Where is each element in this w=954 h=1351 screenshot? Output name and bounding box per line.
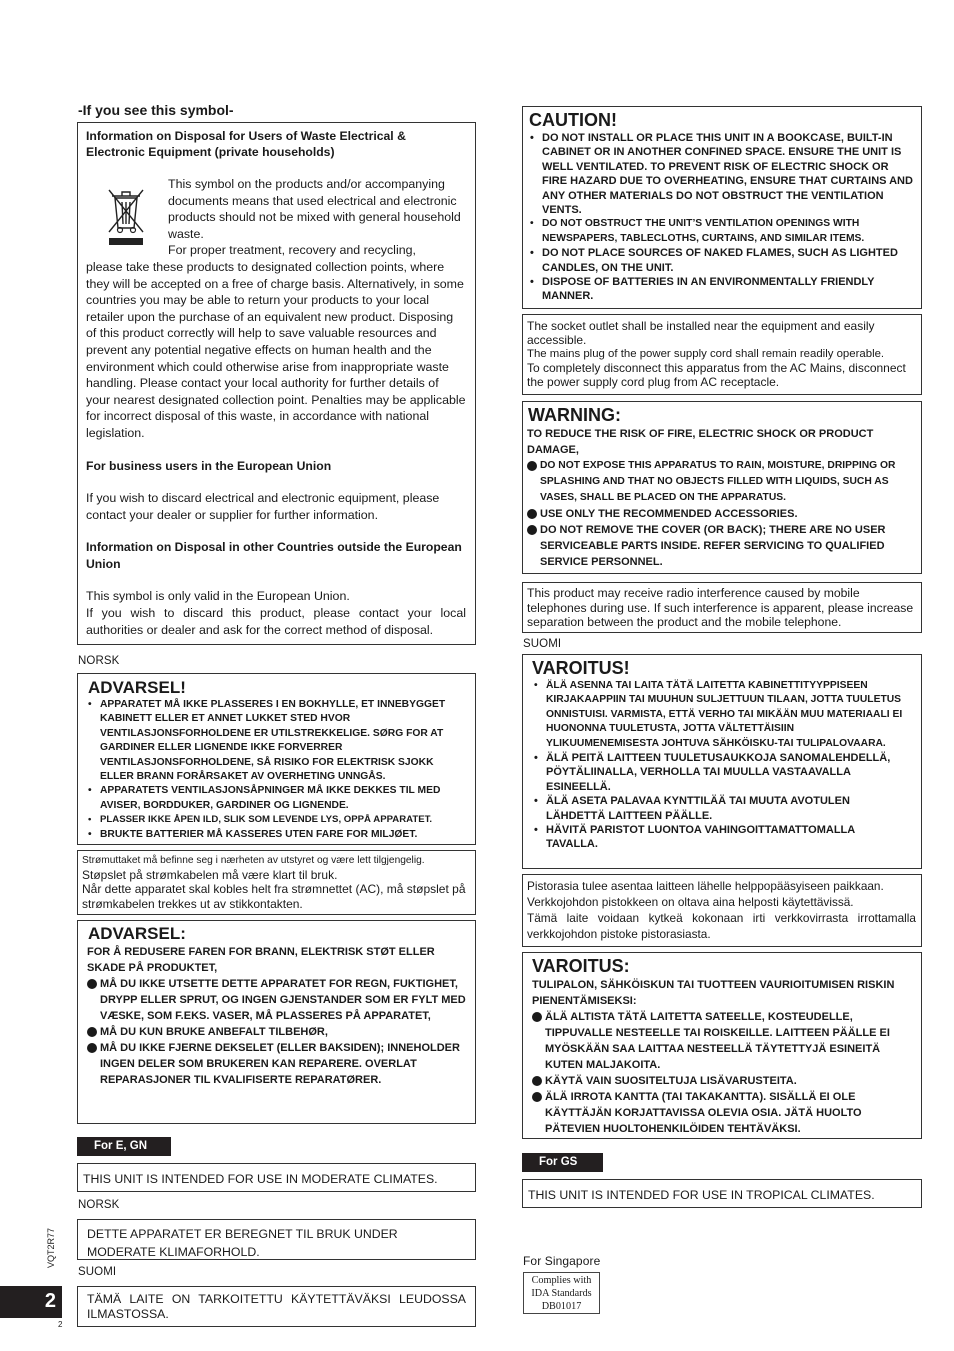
varoitus-warning-title: VAROITUS: <box>532 956 630 976</box>
suomi-socket-line-3: Tämä laite voidaan kytkeä kokonaan irti verkkovirrasta irrottamalla verkkojohdon pistoke pistorasiasta. <box>527 911 916 941</box>
ida-line-1: Complies with <box>531 1275 592 1286</box>
norsk-socket-line-3: Når dette apparatet skal kobles helt fra strømnettet (AC), må støpslet på strømkabelen trekkes ut av stikkontakten. <box>82 882 466 911</box>
advarsel-caution-item: • APPARATET MÅ IKKE PLASSERES I EN BOKHYLLE, ET INNEBYGGET KABINETT ELLER ET ANNET LUKKET STED HVOR VENTILASJONSFORHOLDENE ER UTILSTREKKELIGE. SØRG FOR AT GARDINER ELLER LIGNENDE IKKE FORVERRER VENTILASJONSFORHOLDENE, SÅ RISIKO FOR ELEKTRISK SJOKK ELLER BRANN FORÅRSAKET AV OVERHETING UNNGÅS. <box>88 699 446 783</box>
warning-item: DO NOT REMOVE THE COVER (OR BACK); THERE ARE NO USER SERVICEABLE PARTS INSIDE. REFER SERVICING TO QUALIFIED SERVICE PERSONNEL. <box>527 522 915 570</box>
suomi-socket-box <box>522 874 922 947</box>
advarsel-warning-box <box>77 920 476 1124</box>
warning-intro: TO REDUCE THE RISK OF FIRE, ELECTRIC SHOCK OR PRODUCT DAMAGE, <box>527 428 874 456</box>
norsk-climate-text: DETTE APPARATET ER BEREGNET TIL BRUK UNDER MODERATE KLIMAFORHOLD. <box>87 1227 398 1259</box>
caution-box <box>522 106 922 309</box>
warning-item: USE ONLY THE RECOMMENDED ACCESSORIES. <box>527 506 915 522</box>
outside-title: Information on Disposal in other Countries outside the European Union <box>86 540 462 571</box>
business-title: For business users in the European Union <box>86 458 332 473</box>
suomi-socket-line-2: Verkkojohdon pistokkeen on oltava aina helposti käytettävissä. <box>527 895 854 909</box>
varoitus-warning-intro: TULIPALON, SÄHKÖISKUN TAI TUOTTEEN VAURIOITUMISEN RISKIN PIENENTÄMISEKSI: <box>532 979 895 1007</box>
norsk-label: NORSK <box>78 655 120 667</box>
crossed-bin-icon <box>106 184 146 246</box>
socket-line-1: The socket outlet shall be installed near the equipment and easily accessible. <box>527 319 875 347</box>
for-gs-tag: For GS <box>522 1153 603 1172</box>
warning-title: WARNING: <box>528 405 621 425</box>
advarsel-warning-item: MÅ DU KUN BRUKE ANBEFALT TILBEHØR, <box>87 1024 467 1040</box>
advarsel-caution-title: ADVARSEL! <box>88 678 186 697</box>
advarsel-caution-item: • PLASSER IKKE ÅPEN ILD, SLIK SOM LEVENDE LYS, OPPÅ APPARATET. <box>88 814 433 826</box>
ida-standards-stamp <box>523 1272 600 1314</box>
norsk-socket-line-2: Støpslet på strømkabelen må være klart til bruk. <box>82 868 338 882</box>
socket-box <box>522 314 922 395</box>
ida-line-3: DB01017 <box>541 1301 582 1312</box>
disposal-title: Information on Disposal for Users of Waste Electrical & Electronic Equipment (private households) <box>86 129 406 159</box>
suomi-climate-text: TÄMÄ LAITE ON TARKOITETTU KÄYTETTÄVÄKSI LEUDOSSA ILMASTOSSA. <box>87 1292 466 1321</box>
advarsel-caution-item: • BRUKTE BATTERIER MÅ KASSERES UTEN FARE FOR MILJØET. <box>88 828 418 840</box>
page-number: 2 <box>44 1290 56 1312</box>
varoitus-warning-box <box>522 952 922 1139</box>
advarsel-caution-box <box>77 673 476 845</box>
page-number-small: 2 <box>58 1320 63 1329</box>
disposal-para-1a: This symbol on the products and/or accompanying documents means that used electrical and electronic products should not be mixed with general household waste. <box>168 177 461 241</box>
model-code: VQT2R77 <box>46 1227 56 1268</box>
advarsel-warning-item: MÅ DU IKKE UTSETTE DETTE APPARATET FOR REGN, FUKTIGHET, DRYPP ELLER SPRUT, OG INGEN GJENSTANDER SOM ER FYLT MED VÆSKE, SOM F.EKS. VASER, MÅ PLASSERES PÅ APPARATET, <box>87 976 467 1024</box>
suomi-label-2: SUOMI <box>78 1266 117 1278</box>
advarsel-warning-item: MÅ DU IKKE FJERNE DEKSELET (ELLER BAKSIDEN); INNEHOLDER INGEN DELER SOM BRUKEREN KAN REPARERE. OVERLAT REPARASJONER TIL KVALIFISERTE REPARATØRER. <box>87 1040 467 1088</box>
norsk-climate-box <box>77 1219 476 1260</box>
warning-item: DO NOT EXPOSE THIS APPARATUS TO RAIN, MOISTURE, DRIPPING OR SPLASHING AND THAT NO OBJECTS FILLED WITH LIQUIDS, SUCH AS VASES, SHALL BE PLACED ON THE APPARATUS. <box>527 458 915 506</box>
varoitus-caution-item: • ÄLÄ ASETA PALAVAA KYNTTILÄÄ TAI MUUTA AVOTULEN LÄHDETTÄ LAITTEEN PÄÄLLE. <box>534 795 850 822</box>
singapore-label: For Singapore <box>523 1254 601 1268</box>
varoitus-caution-item: • HÄVITÄ PARISTOT LUONTOA VAHINGOITTAMATTOMALLA TAVALLA. <box>534 824 855 851</box>
warning-box <box>522 401 922 574</box>
advarsel-warning-intro: FOR Å REDUSERE FAREN FOR BRANN, ELEKTRISK STØT ELLER SKADE PÅ PRODUKTET, <box>87 946 435 974</box>
radio-interference-box <box>522 582 922 633</box>
caution-item: • DO NOT PLACE SOURCES OF NAKED FLAMES, SUCH AS LIGHTED CANDLES, ON THE UNIT. <box>530 247 898 274</box>
ida-line-2: IDA Standards <box>531 1288 592 1299</box>
varoitus-caution-box <box>522 654 922 869</box>
disposal-info-box <box>77 122 476 645</box>
business-text: If you wish to discard electrical and electronic equipment, please contact your dealer or supplier for further information. <box>86 491 440 522</box>
varoitus-warning-item: KÄYTÄ VAIN SUOSITELTUJA LISÄVARUSTEITA. <box>532 1073 913 1089</box>
suomi-climate-box <box>77 1286 476 1327</box>
disposal-para-1b: For proper treatment, recovery and recycling, <box>168 243 416 258</box>
for-e-gn-tag: For E, GN <box>77 1137 171 1156</box>
advarsel-caution-item: • APPARATETS VENTILASJONSÅPNINGER MÅ IKKE DEKKES TIL MED AVISER, BORDDUKER, GARDINER OG LIGNENDE. <box>88 785 441 811</box>
caution-item: • DO NOT OBSTRUCT THE UNIT’S VENTILATION OPENINGS WITH NEWSPAPERS, TABLECLOTHS, CURTAINS, AND SIMILAR ITEMS. <box>530 218 865 244</box>
caution-item: • DISPOSE OF BATTERIES IN AN ENVIRONMENTALLY FRIENDLY MANNER. <box>530 276 875 303</box>
varoitus-caution-item: • ÄLÄ ASENNA TAI LAITA TÄTÄ LAITETTA KABINETTITYYPPISEEN KIRJAKAAPPIIN TAI MUUHUN SULJETTUUN TILAAN, JOTTA TUULETUS ONNISTUISI. VARMISTA, ETTÄ VERHO TAI MIKÄÄN MUU MATERIAALI EI HUONONNA TUULETUSTA, JOTTA VÄLTETTÄISIIN YLIKUUMENEMISESTA JOHTUVA SÄHKÖISKU-TAI TULIPALOVAARA. <box>534 680 903 749</box>
moderate-climate-text: THIS UNIT IS INTENDED FOR USE IN MODERATE CLIMATES. <box>83 1172 438 1186</box>
outside-text-2: If you wish to discard this product, please contact your local authorities or dealer and ask for the correct method of disposal. <box>86 606 466 637</box>
advarsel-warning-title: ADVARSEL: <box>88 924 186 943</box>
tropical-climate-box <box>522 1179 922 1208</box>
socket-line-3: To completely disconnect this apparatus from the AC Mains, disconnect the power supply cord plug from AC receptacle. <box>527 361 906 389</box>
varoitus-caution-item: • ÄLÄ PEITÄ LAITTEEN TUULETUSAUKKOJA SANOMALEHDELLÄ, PÖYTÄLIINALLA, VERHOLLA TAI MUULLA VASTAAVALLA ESINEELLÄ. <box>534 752 891 793</box>
tropical-climate-text: THIS UNIT IS INTENDED FOR USE IN TROPICAL CLIMATES. <box>528 1188 875 1202</box>
disposal-para-1c: please take these products to designated collection points, where they will be accepted on a free of charge basis. Alternatively, in some countries you may be able to return your products to your local retailer upon the purchase of an equivalent new product. Disposing of this product correctly will help to save valuable resources and prevent any potential negative effects on human health and the environment which could otherwise arise from inappropriate waste handling. Please contact your local authority for further details of your nearest designated collection point. Penalties may be applicable for incorrect disposal of this waste, in accordance with national legislation. <box>86 259 466 440</box>
varoitus-caution-title: VAROITUS! <box>532 658 630 678</box>
norsk-socket-box <box>77 850 476 915</box>
caution-title: CAUTION! <box>529 110 617 130</box>
page-number-tab <box>0 1286 62 1318</box>
moderate-climate-box <box>77 1163 476 1192</box>
radio-interference-text: This product may receive radio interference caused by mobile telephones during use. If such interference is apparent, please increase separation between the product and the mobile telephone. <box>527 586 914 630</box>
outside-text-1: This symbol is only valid in the European Union. <box>86 589 350 604</box>
socket-line-2: The mains plug of the power supply cord shall remain readily operable. <box>527 348 885 360</box>
varoitus-warning-item: ÄLÄ IRROTA KANTTA (TAI TAKAKANTTA). SISÄLLÄ EI OLE KÄYTTÄJÄN KORJATTAVISSA OLEVIA OSIA. JÄTÄ HUOLTO PÄTEVIEN HUOLTOHENKILÖIDEN TEHTÄVÄKSI. <box>532 1089 913 1137</box>
suomi-label: SUOMI <box>523 638 562 650</box>
norsk-label-2: NORSK <box>78 1199 120 1211</box>
norsk-socket-line-1: Strømuttaket må befinne seg i nærheten av utstyret og være lett tilgjengelig. <box>82 855 425 866</box>
caution-item: • DO NOT INSTALL OR PLACE THIS UNIT IN A BOOKCASE, BUILT-IN CABINET OR IN ANOTHER CONFINED SPACE. ENSURE THE UNIT IS WELL VENTILATED. TO PREVENT RISK OF ELECTRIC SHOCK OR FIRE HAZARD DUE TO OVERHEATING, ENSURE THAT CURTAINS AND ANY OTHER MATERIALS DO NOT OBSTRUCT THE VENTILATION VENTS. <box>530 132 913 217</box>
suomi-socket-line-1: Pistorasia tulee asentaa laitteen lähelle helppopääsyiseen paikkaan. <box>527 879 884 893</box>
symbol-heading: -If you see this symbol- <box>78 102 234 118</box>
varoitus-warning-item: ÄLÄ ALTISTA TÄTÄ LAITETTA SATEELLE, KOSTEUDELLE, TIPPUVALLE NESTEELLE TAI ROISKEILLE. LAITTEEN PÄÄLLE EI MYÖSKÄÄN SAA LAITTAA NESTEELLÄ TÄYTETTYJÄ ESINEITÄ KUTEN MALJAKOITA. <box>532 1009 913 1073</box>
